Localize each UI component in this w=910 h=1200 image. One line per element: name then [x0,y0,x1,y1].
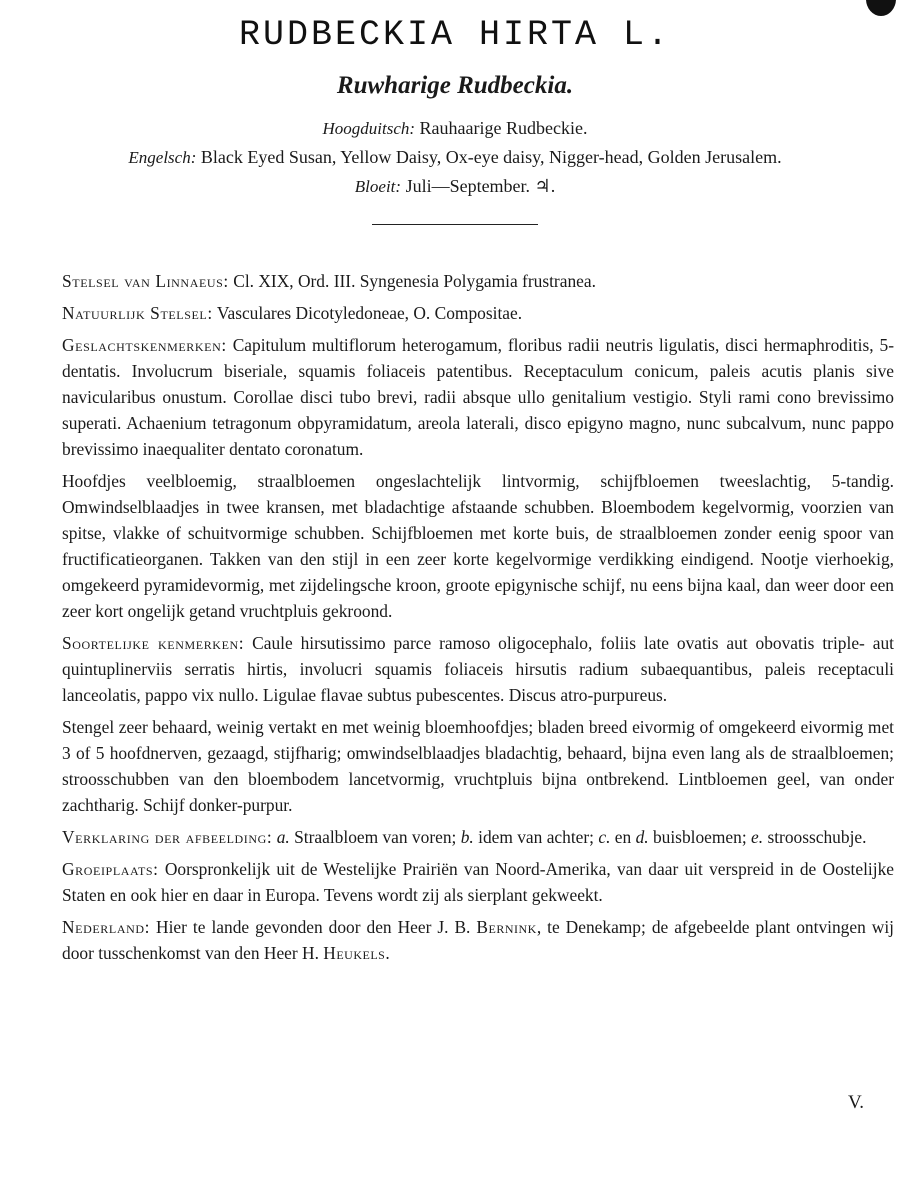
netherlands-text-3: . [385,943,390,963]
netherlands-paragraph [62,914,894,966]
species-latin-text: Caule hirsutissimo parce ramoso oligocephalo, foliis late ovatis aut obovatis triple- aut quintuplinerviis serratis hirtis, involucri squamis foliaceis hirsutis radium subaequantibus, paleis receptaculi lanceolatis, pappo vix nullo. Ligulae flavae subtus pubescentes. Discus atro-purpureus. [62,633,894,705]
person-name-bernink: Bernink [476,917,537,937]
species-label: Soortelijke kenmerken: [62,633,245,653]
genus-dutch-paragraph: Hoofdjes veelbloemig, straalbloemen ongeslachtelijk lintvormig, schijfbloemen tweeslachtig, 5-tandig. Omwindselblaadjes in twee kransen, met bladachtige afstaande schubben. Bloembodem kegelvormig, voorzien van spitse, vlakke of schuitvormige schubben. Schijfbloemen met korte buis, de straalbloemen zonder eenig spoor van fructificatieorganen. Takken van den stijl in een zeer korte kegelvormige verdikking eindigend. Nootje vierhoekig, omgekeerd pyramidevormig, met zijdelingsche kroon, groote epigynische schijf, nu eens bijna kaal, dan weer door een zeer kort ongelijk getand vruchtpluis gekroond. [62,471,894,621]
bloom-value: Juli—September. ♃. [405,176,556,196]
species-dutch-paragraph: Stengel zeer behaard, weinig vertakt en met weinig bloemhoofdjes; bladen breed eivormig of omgekeerd eivormig met 3 of 5 hoofdnerven, gezaagd, stijfharig; omwindselblaadjes bladachtig, behaard, bijna even lang als de straalbloemen; stroosschubben van den bloembodem lancetvormig, vruchtpluis bijna ontbrekend. Lintbloemen geel, van onder zachtharig. Schijf donker-purpur. [62,717,894,815]
common-names [0,114,910,201]
page-title: RUDBECKIA HIRTA L. [238,15,672,55]
english-names: Black Eyed Susan, Yellow Daisy, Ox-eye daisy, Nigger-head, Golden Jerusalem. [200,147,782,167]
figure-explanation-paragraph [62,824,894,850]
figure-text-e: stroosschubje. [763,827,867,847]
linnaeus-label: Stelsel van Linnaeus: [62,271,229,291]
natural-system-text: Vasculares Dicotyledoneae, O. Compositae. [212,303,523,323]
figure-key-e: e. [751,827,764,847]
figure-key-d: d. [635,827,649,847]
habitat-paragraph [62,856,894,908]
genus-latin-paragraph [62,332,894,462]
page-subtitle: Ruwharige Rudbeckia. [336,72,574,99]
german-label: Hoogduitsch: [322,119,416,138]
german-name: Rauhaarige Rudbeckie. [419,118,588,138]
figure-text-c: en [610,827,636,847]
linnaeus-paragraph [62,268,894,294]
figure-key-a: a. [276,827,290,847]
bloom-row [0,172,910,201]
english-name-row [0,143,910,172]
netherlands-label: Nederland: [62,917,151,937]
page-folio: V. [847,1092,864,1113]
netherlands-text-2: , te Denekamp; de afgebeelde plant ontvingen wij door tusschenkomst van den Heer H. [62,917,894,963]
figure-text-b: idem van achter; [473,827,599,847]
person-name-heukels: Heukels [323,943,386,963]
natural-system-paragraph [62,300,894,326]
species-latin-paragraph [62,630,894,708]
figure-text-d: buisbloemen; [648,827,752,847]
figure-key-b: b. [460,827,474,847]
natural-system-label: Natuurlijk Stelsel: [62,303,213,323]
german-name-row [0,114,910,143]
genus-label: Geslachtskenmerken: [62,335,227,355]
linnaeus-text: Cl. XIX, Ord. III. Syngenesia Polygamia frustranea. [228,271,596,291]
habitat-text: Oorspronkelijk uit de Westelijke Prairiën van Noord-Amerika, van daar uit verspreid in de Oostelijke Staten en ook hier en daar in Europa. Tevens wordt zij als sierplant gekweekt. [62,859,894,905]
habitat-label: Groeiplaats: [62,859,159,879]
figure-text-a: Straalbloem van voren; [289,827,461,847]
description-body [62,268,894,972]
figure-key-c: c. [598,827,611,847]
divider-rule [372,224,538,225]
genus-latin-text: Capitulum multiflorum heterogamum, floribus radii neutris ligulatis, disci hermaphroditis, 5-dentatis. Involucrum biseriale, squamis foliaceis patentibus. Receptaculum conicum, paleis acutis planis sive navicularibus onustum. Corollae disci tubo brevi, radii absque ullo genitalium vestigio. Styli rami cono brevissimo superati. Achaenium tetragonum obpyramidatum, areola laterali, disco epigyno magno, nunc subcalvum, nunc pappo brevissimo inaequaliter dentato coronatum. [62,335,894,459]
figure-label: Verklaring der afbeelding: [62,827,273,847]
netherlands-text-1: Hier te lande gevonden door den Heer J. B. [150,917,477,937]
bloom-label: Bloeit: [354,177,402,196]
english-label: Engelsch: [128,148,197,167]
